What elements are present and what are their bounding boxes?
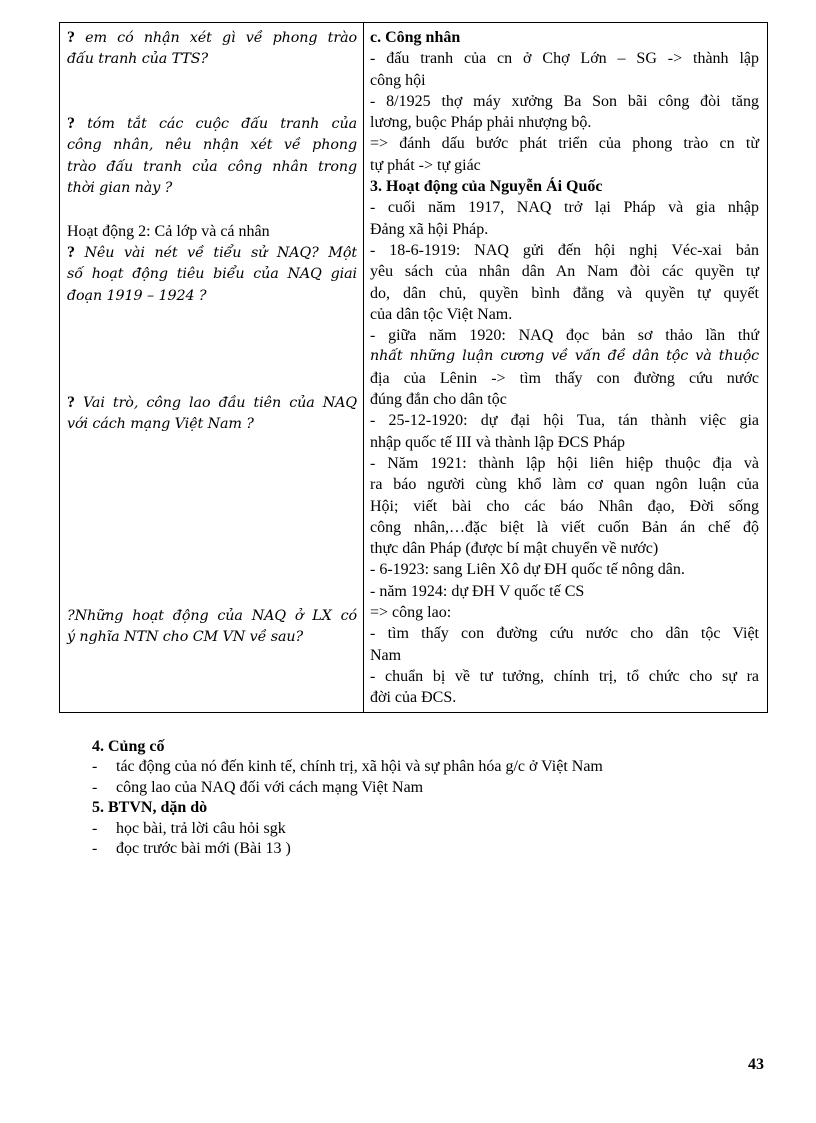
text-line: Hoạt động 2: Cả lớp và cá nhân (67, 222, 270, 240)
consolidation-section (92, 737, 732, 859)
blank-line (67, 71, 357, 92)
blank-line (67, 521, 357, 542)
text-line: - đấu tranh của cn ở Chợ Lớn – SG -> thành lập (370, 50, 759, 68)
text-line: của dân tộc Việt Nam. (370, 305, 513, 323)
question-mark: ? (67, 394, 75, 412)
blank-line (67, 478, 357, 499)
text-line: đúng đắn cho dân tộc (370, 391, 507, 409)
text-line: công nhân,…đặc biệt là viết cuốn Bản án chế độ (370, 518, 759, 536)
text-line: - năm 1924: dự ĐH V quốc tế CS (370, 582, 585, 600)
text-line: - Năm 1921: thành lập hội liên hiệp thuộc địa và (370, 454, 759, 472)
text-line: đấu tranh của TTS? (67, 51, 209, 68)
text-line: đoạn 1919 – 1924 ? (67, 287, 207, 304)
text-line: - 25-12-1920: dự đại hội Tua, tán thành việc gia (370, 412, 759, 430)
text-line: ra báo người cùng khổ làm cơ quan ngôn luận của (370, 476, 759, 494)
text-line: với cách mạng Việt Nam ? (67, 416, 254, 433)
text-line: do, dân chủ, quyền bình đẳng và quyền tự quyết (370, 284, 759, 302)
blank-line (67, 92, 357, 113)
text-line: Nam (370, 646, 402, 664)
question-mark: ? (67, 115, 75, 133)
text-line: - 18-6-1919: NAQ gửi đến hội nghị Véc-xai bản (370, 241, 759, 259)
text-line: - giữa năm 1920: NAQ đọc bản sơ thảo lần thứ (370, 327, 759, 345)
text-line: thời gian này ? (67, 180, 173, 197)
text-line: 5. BTVN, dặn dò (92, 799, 208, 817)
text-line: - tìm thấy con đường cứu nước cho dân tộc Việt (370, 625, 759, 643)
text-line: => công lao: (370, 604, 452, 622)
text-line: 3. Hoạt động của Nguyễn Ái Quốc (370, 178, 603, 196)
blank-line (67, 436, 357, 457)
question-line: ? em có nhận xét gì về phong trào (67, 29, 357, 46)
blank-line (67, 542, 357, 563)
question-mark: ? (67, 29, 75, 46)
text-line: đời của ĐCS. (370, 689, 457, 707)
text-line: nhất những luận cương về vấn đề dân tộc và thuộc (370, 348, 759, 365)
text-line: ?Những hoạt động của NAQ ở LX có (67, 608, 357, 625)
text-line: => đánh dấu bước phát triển của phong trào cn từ (370, 135, 759, 153)
content-column (364, 23, 767, 712)
bullet-item: - học bài, trả lời câu hỏi sgk (92, 819, 732, 839)
text-line: nhập quốc tế III và thành lập ĐCS Pháp (370, 433, 626, 451)
question-line: ? Vai trò, công lao đầu tiên của NAQ (67, 394, 357, 412)
text-line: c. Công nhân (370, 29, 461, 46)
blank-line (67, 371, 357, 392)
text-line: yêu sách của nhân dân An Nam đòi các quyền tự (370, 263, 759, 281)
text-line: - 8/1925 thợ máy xưởng Ba Son bãi công đòi tăng (370, 92, 759, 110)
blank-line (67, 349, 357, 370)
question-line: ? tóm tắt các cuộc đấu tranh của (67, 115, 357, 133)
text-line: ý nghĩa NTN cho CM VN về sau? (67, 629, 304, 646)
text-line: công nhân, nêu nhận xét về phong (67, 137, 357, 154)
text-line: trào đấu tranh của công nhân trong (67, 158, 357, 175)
activity-column (60, 23, 364, 712)
blank-line (67, 328, 357, 349)
text-line: công hội (370, 71, 426, 89)
page-number: 43 (748, 1056, 764, 1073)
lesson-table (59, 22, 768, 713)
text-line: 4. Củng cố (92, 738, 165, 755)
blank-line (67, 199, 357, 220)
text-line: lương, buộc Pháp phải nhượng bộ. (370, 114, 592, 132)
bullet-item: - tác động của nó đến kinh tế, chính trị, xã hội và sự phân hóa g/c ở Việt Nam (92, 757, 732, 777)
blank-line (67, 307, 357, 328)
text-line: tự phát -> tự giác (370, 156, 481, 174)
blank-line (67, 457, 357, 478)
text-line: Đảng xã hội Pháp. (370, 220, 489, 238)
text-line: Hội; viết bài cho các báo Nhân đạo, Đời sống (370, 497, 759, 515)
text-line: số hoạt động tiêu biểu của NAQ giai (67, 266, 357, 283)
text-line: thực dân Pháp (được bí mật chuyển về nước) (370, 540, 659, 558)
bullet-item: - công lao của NAQ đối với cách mạng Việt Nam (92, 778, 732, 798)
bullet-item: - đọc trước bài mới (Bài 13 ) (92, 839, 732, 859)
blank-line (67, 585, 357, 606)
blank-line (67, 563, 357, 584)
question-mark: ? (67, 243, 75, 261)
text-line: - chuẩn bị về tư tưởng, chính trị, tổ chức cho sự ra (370, 667, 759, 685)
blank-line (67, 500, 357, 521)
question-line: ? Nêu vài nét về tiểu sử NAQ? Một (67, 243, 357, 261)
text-line: - 6-1923: sang Liên Xô dự ĐH quốc tế nông dân. (370, 561, 685, 579)
text-line: - cuối năm 1917, NAQ trở lại Pháp và gia nhập (370, 199, 759, 217)
text-line: địa của Lênin -> tìm thấy con đường cứu nước (370, 369, 759, 387)
